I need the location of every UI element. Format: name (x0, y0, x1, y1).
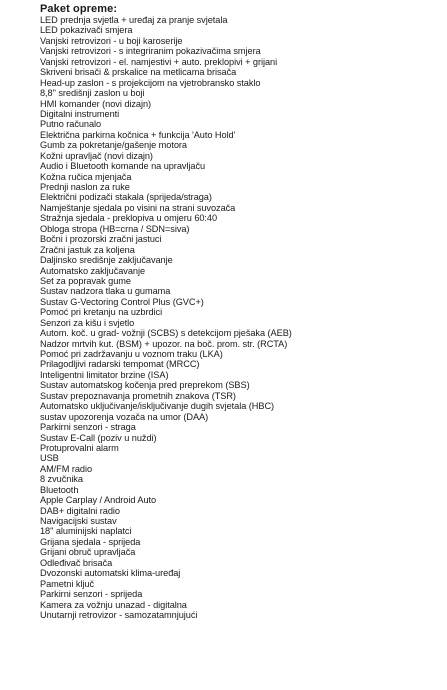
list-item: AM/FM radio (40, 463, 93, 474)
list-item: Parkirni senzori - sprijeda (40, 589, 143, 600)
list-item: Pametni ključ (40, 578, 94, 589)
list-item: Kožni upravljač (novi dizajn) (40, 150, 153, 161)
list-item: Senzori za kišu i svjetlo (40, 317, 135, 328)
list-item: Grijani obruč upravljača (40, 547, 136, 558)
list-item: Unutarnji retrovizor - samozatamnjujući (40, 609, 198, 620)
list-item: Zračni jastuk za koljena (40, 244, 135, 255)
list-item: Digitalni instrumenti (40, 108, 120, 119)
list-item: Gumb za pokretanje/gašenje motora (40, 140, 187, 151)
list-item: Električni podizači stakala (sprijeda/straga) (40, 192, 212, 203)
list-item: Automatsko uključivanje/isključivanje dugih svjetala (HBC) (40, 401, 275, 412)
list-item: USB (40, 453, 59, 464)
list-item: 8,8" središnji zaslon u boji (40, 88, 145, 99)
list-item: Pomoć pri kretanju na uzbrdici (40, 307, 163, 318)
list-item: Bluetooth (40, 484, 79, 495)
list-item: Električna parkirna kočnica + funkcija 'Auto Hold' (40, 129, 236, 140)
list-item: Prilagodljivi radarski tempomat (MRCC) (40, 359, 200, 370)
list-item: Daljinsko središnje zaključavanje (40, 255, 173, 266)
list-item: Sustav G-Vectoring Control Plus (GVC+) (40, 296, 204, 307)
list-item: Pomoć pri zadržavanju u voznom traku (LKA) (40, 349, 223, 359)
list-item: Dvozonski automatski klima-uređaj (40, 568, 181, 579)
equipment-package-document (40, 4, 440, 620)
list-item: Inteligentni limitator brzine (ISA) (40, 369, 169, 380)
list-item: Autom. koč. u grad- vožnji (SCBS) s detekcijom pješaka (AEB) (40, 328, 292, 339)
list-item: Namještanje sjedala po visini na strani suvozača (40, 202, 236, 213)
list-item: Vanjski retrovizori - el. namjestivi + auto. preklopivi + grijani (40, 56, 278, 67)
list-item: Odleđivač brisača (40, 557, 113, 568)
list-item: Nadzor mrtvih kut. (BSM) + upozor. na boč. prom. str. (RCTA) (40, 338, 288, 349)
list-item: Protuprovalni alarm (40, 442, 119, 453)
list-item: Automatsko zaključavanje (40, 265, 146, 276)
list-item: HMI komander (novi dizajn) (40, 98, 152, 109)
list-item: Audio i Bluetooth komande na upravljaču (40, 161, 206, 172)
list-item: Head-up zaslon - s projekcijom na vjetrobransko staklo (40, 77, 261, 88)
document-heading: Paket opreme: (40, 3, 118, 15)
list-item: Grijana sjedala - sprijeda (40, 536, 141, 547)
list-item: Sustav prepoznavanja prometnih znakova (TSR) (40, 390, 236, 401)
list-item: Kožna ručica mjenjača (40, 171, 132, 182)
list-item: 8 zvučnika (40, 474, 83, 485)
list-item: Bočni i prozorski zračni jastuci (40, 234, 162, 245)
list-item: Navigacijski sustav (40, 516, 117, 526)
list-item: Vanjski retrovizori - u boji karoserije (40, 35, 183, 46)
list-item: Parkirni senzori - straga (40, 422, 136, 433)
list-item: LED prednja svjetla + uređaj za pranje svjetala (40, 15, 228, 25)
list-item: 18" aluminijski naplatci (40, 526, 132, 537)
list-item: Obloga stropa (HB=crna / SDN=siva) (40, 223, 190, 234)
list-item: Stražnja sjedala - preklopiva u omjeru 60:40 (40, 213, 218, 224)
list-item: Kamera za vožnju unazad - digitalna (40, 599, 187, 610)
list-item: Sustav automatskog kočenja pred preprekom (SBS) (40, 380, 250, 391)
list-item: Skriveni brisači & prskalice na metlicama brisača (40, 67, 237, 78)
list-item: Sustav nadzora tlaka u gumama (40, 286, 171, 297)
list-item: Prednji naslon za ruke (40, 182, 130, 192)
list-item: Vanjski retrovizori - s integriranim pokazivačima smjera (40, 46, 261, 57)
list-item: Sustav E-Call (poziv u nuždi) (40, 432, 157, 443)
list-item: Apple Carplay / Android Auto (40, 495, 157, 506)
list-item: sustav upozorenja vozača na umor (DAA) (40, 411, 209, 422)
equipment-list (40, 15, 440, 620)
list-item: DAB+ digitalni radio (40, 505, 120, 516)
list-item: LED pokazivači smjera (40, 25, 133, 36)
list-item: Set za popravak gume (40, 275, 131, 286)
list-item: Putno računalo (40, 119, 102, 130)
